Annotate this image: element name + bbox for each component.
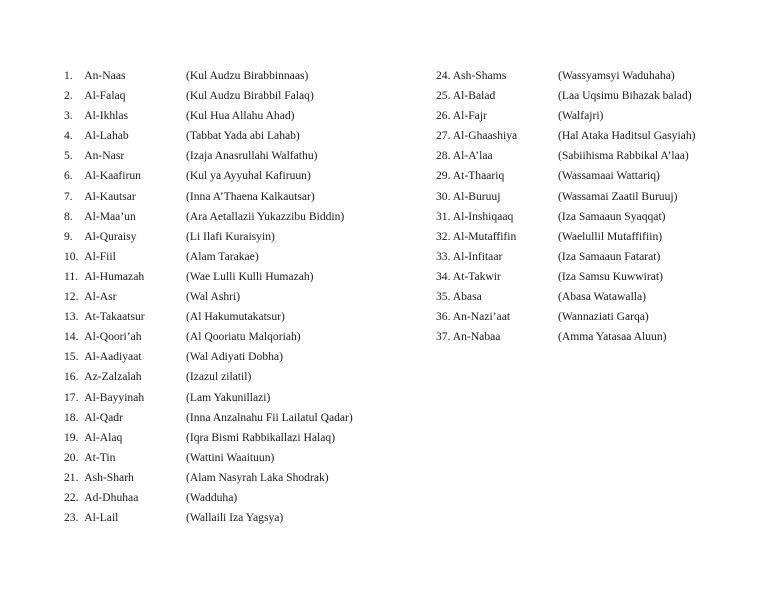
surah-name-cell bbox=[64, 307, 186, 327]
surah-name-cell bbox=[436, 146, 558, 166]
surah-name-cell bbox=[436, 86, 558, 106]
surah-opening-verse: (Hal Ataka Haditsul Gasyiah) bbox=[558, 129, 696, 143]
surah-row bbox=[64, 86, 353, 106]
surah-row bbox=[64, 408, 353, 428]
surah-name: Al-Asr bbox=[84, 290, 117, 304]
surah-opening-verse: (Wattini Waaituun) bbox=[186, 450, 275, 464]
surah-row bbox=[64, 207, 353, 227]
surah-name: Al-Mutaffifin bbox=[452, 229, 517, 243]
surah-name: Al-Qoori’ah bbox=[84, 330, 142, 344]
surah-number: 34. bbox=[436, 269, 451, 283]
surah-name-cell bbox=[64, 428, 186, 448]
surah-opening-verse: (Wannaziati Garqa) bbox=[558, 310, 649, 324]
surah-name-cell bbox=[64, 247, 186, 267]
surah-name-cell bbox=[64, 448, 186, 468]
surah-opening-verse: (Wal Ashri) bbox=[186, 290, 241, 304]
surah-opening-verse: (Al Hakumutakatsur) bbox=[186, 310, 285, 324]
surah-opening-verse: (Wassamai Zaatil Buruuj) bbox=[558, 189, 678, 203]
surah-name: An-Nazi’aat bbox=[452, 310, 511, 324]
surah-row bbox=[64, 227, 353, 247]
surah-name-cell bbox=[64, 287, 186, 307]
surah-name: At-Tin bbox=[84, 450, 116, 464]
surah-opening-verse: (Abasa Watawalla) bbox=[558, 290, 647, 304]
surah-name: An-Nasr bbox=[84, 149, 125, 163]
surah-number: 6. bbox=[64, 169, 73, 183]
surah-opening-verse: (Ara Aetallazii Yukazzibu Biddin) bbox=[186, 209, 345, 223]
surah-name-cell bbox=[64, 347, 186, 367]
surah-number: 1. bbox=[64, 69, 73, 82]
surah-name-cell bbox=[64, 227, 186, 247]
surah-number: 16. bbox=[64, 370, 79, 384]
surah-name: Al-Falaq bbox=[84, 89, 126, 103]
surah-row bbox=[64, 287, 353, 307]
surah-number: 37. bbox=[436, 330, 451, 344]
surah-opening-verse: (Laa Uqsimu Bihazak balad) bbox=[558, 89, 692, 103]
surah-name-cell bbox=[64, 166, 186, 186]
surah-row bbox=[436, 327, 695, 347]
surah-row bbox=[64, 267, 353, 287]
surah-name-cell bbox=[64, 508, 186, 528]
surah-name: Al-Fiil bbox=[84, 249, 116, 263]
surah-opening-verse: (Inna A’Thaena Kalkautsar) bbox=[186, 189, 315, 203]
surah-opening-verse: (Wassyamsyi Waduhaha) bbox=[558, 69, 675, 82]
surah-number: 11. bbox=[64, 269, 79, 283]
surah-opening-verse: (Alam Tarakae) bbox=[186, 249, 259, 263]
surah-opening-verse: (Al Qooriatu Malqoriah) bbox=[186, 330, 301, 344]
surah-row bbox=[436, 267, 695, 287]
surah-opening-verse: (Wae Lulli Kulli Humazah) bbox=[186, 269, 314, 283]
surah-row bbox=[64, 126, 353, 146]
surah-row bbox=[64, 508, 353, 528]
surah-name: Al-A’laa bbox=[452, 149, 493, 163]
surah-row bbox=[64, 187, 353, 207]
surah-opening-verse: (Izaja Anasrullahi Walfathu) bbox=[186, 149, 318, 163]
surah-name-cell bbox=[64, 408, 186, 428]
surah-row bbox=[436, 247, 695, 267]
surah-row bbox=[64, 488, 353, 508]
surah-name-cell bbox=[64, 468, 186, 488]
surah-number: 27. bbox=[436, 129, 451, 143]
surah-name: Al-Kaafirun bbox=[84, 169, 141, 183]
surah-name: Al-Inshiqaaq bbox=[452, 209, 514, 223]
surah-name: Ash-Shams bbox=[452, 69, 507, 82]
surah-name: Al-Lail bbox=[84, 511, 119, 525]
surah-number: 12. bbox=[64, 290, 79, 304]
surah-row bbox=[436, 287, 695, 307]
surah-name-cell bbox=[64, 267, 186, 287]
surah-name-cell bbox=[64, 327, 186, 347]
surah-name: At-Takaatsur bbox=[84, 310, 145, 324]
surah-opening-verse: (Sabiihisma Rabbikal A’laa) bbox=[558, 149, 689, 163]
surah-name: Al-Alaq bbox=[84, 430, 123, 444]
surah-row bbox=[436, 166, 695, 186]
surah-name: Al-Kautsar bbox=[84, 189, 136, 203]
surah-name: Al-Bayyinah bbox=[84, 390, 145, 404]
surah-opening-verse: (Kul Audzu Birabbil Falaq) bbox=[186, 89, 314, 103]
surah-name: Az-Zalzalah bbox=[84, 370, 142, 384]
surah-row bbox=[436, 207, 695, 227]
surah-name-cell bbox=[64, 187, 186, 207]
surah-name: Al-Quraisy bbox=[84, 229, 137, 243]
surah-opening-verse: (Iza Samaaun Syaqqat) bbox=[558, 209, 666, 223]
surah-number: 5. bbox=[64, 149, 73, 163]
surah-number: 26. bbox=[436, 109, 451, 123]
surah-name: Al-Aadiyaat bbox=[84, 350, 142, 364]
surah-name-cell bbox=[64, 388, 186, 408]
surah-name: At-Takwir bbox=[452, 269, 501, 283]
surah-row bbox=[64, 307, 353, 327]
surah-name: Al-Balad bbox=[452, 89, 496, 103]
surah-number: 10. bbox=[64, 249, 79, 263]
surah-opening-verse: (Waelullil Mutaffifiin) bbox=[558, 229, 663, 243]
surah-number: 36. bbox=[436, 310, 451, 324]
surah-row bbox=[436, 187, 695, 207]
surah-number: 19. bbox=[64, 430, 79, 444]
surah-number: 9. bbox=[64, 229, 73, 243]
surah-number: 13. bbox=[64, 310, 79, 324]
surah-name: Al-Lahab bbox=[84, 129, 129, 143]
surah-opening-verse: (Kul Audzu Birabbinnaas) bbox=[186, 69, 309, 82]
surah-name: Al-Humazah bbox=[84, 269, 145, 283]
surah-row bbox=[64, 166, 353, 186]
surah-opening-verse: (Wadduha) bbox=[186, 490, 238, 504]
surah-row bbox=[436, 106, 695, 126]
surah-list-left bbox=[64, 66, 353, 528]
surah-row bbox=[436, 126, 695, 146]
surah-name-cell bbox=[436, 307, 558, 327]
surah-name-cell bbox=[436, 327, 558, 347]
surah-opening-verse: (Amma Yatasaa Aluun) bbox=[558, 330, 667, 344]
surah-number: 3. bbox=[64, 109, 73, 123]
surah-name-cell bbox=[64, 488, 186, 508]
surah-row bbox=[436, 86, 695, 106]
surah-name-cell bbox=[436, 247, 558, 267]
surah-opening-verse: (Li Ilafi Kuraisyin) bbox=[186, 229, 275, 243]
surah-number: 33. bbox=[436, 249, 451, 263]
surah-name: At-Thaariq bbox=[452, 169, 505, 183]
surah-row bbox=[64, 468, 353, 488]
surah-row bbox=[436, 307, 695, 327]
surah-opening-verse: (Wassamaai Wattariq) bbox=[558, 169, 660, 183]
surah-name-cell bbox=[436, 227, 558, 247]
surah-name-cell bbox=[436, 267, 558, 287]
surah-name: Al-Buruuj bbox=[452, 189, 501, 203]
surah-row bbox=[64, 247, 353, 267]
surah-name-cell bbox=[436, 287, 558, 307]
surah-list-right bbox=[436, 66, 695, 347]
surah-number: 2. bbox=[64, 89, 73, 103]
surah-number: 4. bbox=[64, 129, 73, 143]
surah-name-cell bbox=[64, 146, 186, 166]
surah-opening-verse: (Wallaili Iza Yagsya) bbox=[186, 511, 284, 525]
surah-number: 24. bbox=[436, 69, 451, 82]
surah-row bbox=[64, 448, 353, 468]
surah-name-cell bbox=[436, 106, 558, 126]
surah-name-cell bbox=[64, 66, 186, 86]
surah-row bbox=[64, 146, 353, 166]
surah-name-cell bbox=[436, 166, 558, 186]
surah-number: 14. bbox=[64, 330, 79, 344]
surah-number: 30. bbox=[436, 189, 451, 203]
surah-name: An-Naas bbox=[84, 69, 126, 82]
surah-number: 22. bbox=[64, 490, 79, 504]
surah-row bbox=[64, 327, 353, 347]
surah-row bbox=[436, 66, 695, 86]
surah-number: 8. bbox=[64, 209, 73, 223]
surah-name: An-Nabaa bbox=[452, 330, 501, 344]
surah-number: 20. bbox=[64, 450, 79, 464]
surah-name-cell bbox=[436, 66, 558, 86]
surah-name: Al-Ghaashiya bbox=[452, 129, 518, 143]
surah-number: 31. bbox=[436, 209, 451, 223]
surah-name-cell bbox=[436, 126, 558, 146]
surah-row bbox=[436, 146, 695, 166]
surah-opening-verse: (Iza Samsu Kuwwirat) bbox=[558, 269, 663, 283]
surah-name-cell bbox=[64, 106, 186, 126]
surah-name-cell bbox=[64, 207, 186, 227]
surah-number: 28. bbox=[436, 149, 451, 163]
surah-name-cell bbox=[436, 207, 558, 227]
surah-opening-verse: (Izazul zilatil) bbox=[186, 370, 252, 384]
surah-number: 7. bbox=[64, 189, 73, 203]
surah-opening-verse: (Iqra Bismi Rabbikallazi Halaq) bbox=[186, 430, 336, 444]
surah-number: 15. bbox=[64, 350, 79, 364]
surah-name: Al-Maa’un bbox=[84, 209, 136, 223]
surah-name-cell bbox=[436, 187, 558, 207]
surah-name: Al-Fajr bbox=[452, 109, 487, 123]
surah-name-cell bbox=[64, 86, 186, 106]
surah-name: Abasa bbox=[452, 290, 482, 304]
surah-opening-verse: (Inna Anzalnahu Fii Lailatul Qadar) bbox=[186, 410, 353, 424]
surah-number: 21. bbox=[64, 470, 79, 484]
surah-number: 32. bbox=[436, 229, 451, 243]
surah-name: Al-Infitaar bbox=[452, 249, 503, 263]
surah-row bbox=[436, 227, 695, 247]
surah-opening-verse: (Kul ya Ayyuhal Kafiruun) bbox=[186, 169, 311, 183]
surah-number: 29. bbox=[436, 169, 451, 183]
surah-opening-verse: (Wal Adiyati Dobha) bbox=[186, 350, 283, 364]
surah-row bbox=[64, 347, 353, 367]
surah-name-cell bbox=[64, 126, 186, 146]
surah-row bbox=[64, 367, 353, 387]
surah-number: 18. bbox=[64, 410, 79, 424]
surah-opening-verse: (Walfajri) bbox=[558, 109, 604, 123]
surah-number: 35. bbox=[436, 290, 451, 304]
surah-number: 17. bbox=[64, 390, 79, 404]
surah-row bbox=[64, 388, 353, 408]
surah-row bbox=[64, 66, 353, 86]
surah-name: Ash-Sharh bbox=[84, 470, 134, 484]
surah-name-cell bbox=[64, 367, 186, 387]
surah-row bbox=[64, 106, 353, 126]
surah-opening-verse: (Alam Nasyrah Laka Shodrak) bbox=[186, 470, 329, 484]
surah-name: Al-Ikhlas bbox=[84, 109, 129, 123]
surah-name: Ad-Dhuhaa bbox=[84, 490, 139, 504]
surah-opening-verse: (Kul Hua Allahu Ahad) bbox=[186, 109, 295, 123]
surah-row bbox=[64, 428, 353, 448]
surah-opening-verse: (Lam Yakunillazi) bbox=[186, 390, 271, 404]
surah-opening-verse: (Tabbat Yada abi Lahab) bbox=[186, 129, 300, 143]
surah-opening-verse: (Iza Samaaun Fatarat) bbox=[558, 249, 661, 263]
surah-number: 25. bbox=[436, 89, 451, 103]
surah-name: Al-Qadr bbox=[84, 410, 123, 424]
surah-number: 23. bbox=[64, 511, 79, 525]
